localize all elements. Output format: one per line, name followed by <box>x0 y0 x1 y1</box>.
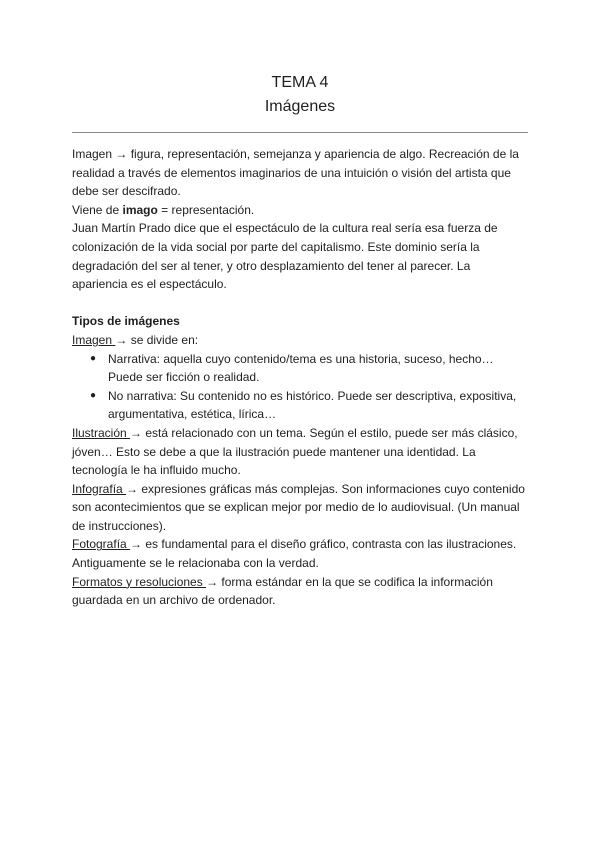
document-page <box>72 72 528 610</box>
definition-imagen: → se divide en: <box>115 332 199 347</box>
intro-paragraph-definition: Imagen → figura, representación, semejanza y apariencia de algo. Recreación de la realidad a través de elementos imaginarios de una intuición o visión del artista que debe ser descifrado. <box>72 147 519 199</box>
definition-fotografia: → es fundamental para el diseño gráfico, contrasta con las ilustraciones. Antiguamente se le relacionaba con la verdad. <box>72 537 517 571</box>
entry-formatos <box>72 573 528 610</box>
etymology-prefix: Viene de <box>72 202 123 217</box>
term-fotografia: Fotografía <box>72 537 131 552</box>
page-subtitle: Imágenes <box>264 98 336 115</box>
list-item <box>72 387 528 424</box>
definition-infografia: → expresiones gráficas más complejas. Son informaciones cuyo contenido son acontecimientos que se explican mejor por medio de lo audiovisual. (Un manual de instrucciones). <box>72 481 525 533</box>
etymology-term: imago <box>122 202 158 217</box>
section-heading-tipos: Tipos de imágenes <box>72 314 180 329</box>
entry-fotografia <box>72 535 528 572</box>
paragraph-gap <box>72 294 528 313</box>
bullet-icon: ● <box>90 389 97 401</box>
imagen-types-list <box>72 350 528 424</box>
bullet-icon: ● <box>90 352 97 364</box>
list-item-text: No narrativa: Su contenido no es histórico. Puede ser descriptiva, expositiva, argumentativa, estética, lírica… <box>108 388 517 422</box>
definition-formatos: → forma estándar en la que se codifica la información guardada en un archivo de ordenador. <box>72 574 493 608</box>
list-item-text: Narrativa: aquella cuyo contenido/tema es una historia, suceso, hecho… Puede ser ficción o realidad. <box>108 351 494 385</box>
entry-infografia <box>72 480 528 536</box>
etymology-suffix: = representación. <box>157 202 255 217</box>
term-imagen: Imagen <box>72 332 116 347</box>
term-infografia: Infografía <box>72 481 127 496</box>
term-ilustracion: Ilustración <box>72 425 131 440</box>
horizontal-divider <box>72 132 528 133</box>
intro-paragraph-prado: Juan Martín Prado dice que el espectáculo de la cultura real sería esa fuerza de colonización de la vida social por parte del capitalismo. Este dominio sería la degradación del ser al tener, y otro desplazamiento del tener al parecer. La apariencia es el espectáculo. <box>72 221 498 292</box>
term-formatos: Formatos y resoluciones <box>72 574 207 589</box>
intro-paragraph-etymology <box>72 201 528 220</box>
page-title: TEMA 4 <box>271 74 329 91</box>
definition-ilustracion: → está relacionado con un tema. Según el estilo, puede ser más clásico, jóven… Esto se debe a que la ilustración puede mantener una identidad. La tecnología le ha influido mucho. <box>72 425 518 478</box>
list-item <box>72 350 528 387</box>
entry-ilustracion <box>72 424 528 480</box>
entry-imagen <box>72 331 528 350</box>
